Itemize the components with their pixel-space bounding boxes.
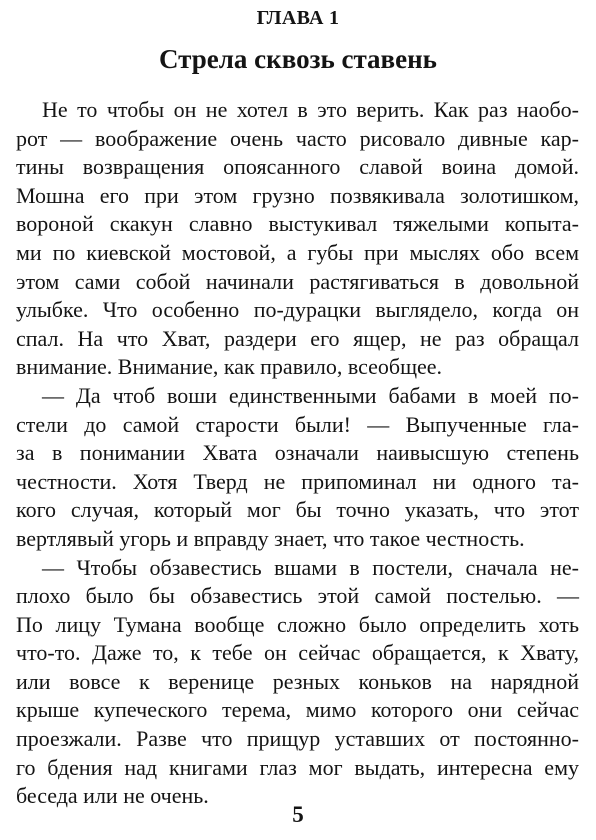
text-line: По лицу Тумана вообще сложно было определить хоть [16, 611, 579, 637]
text-line: вертлявый угорь и вправду знает, что такое честность. [16, 525, 525, 551]
text-line: стели до самой старости были! — Выпученные гла- [16, 411, 579, 437]
text-line: улыбке. Что особенно по-дурацки выглядело, когда он [16, 297, 579, 323]
text-line: крыше купеческого терема, мимо которого они сейчас [16, 697, 579, 723]
text-line: внимание. Внимание, как правило, всеобщее. [16, 354, 443, 380]
text-line: беседа или не очень. [16, 783, 209, 809]
chapter-title: Стрела сквозь ставень [159, 44, 437, 74]
text-line: вороной скакун славно выстукивал тяжелыми копыта- [16, 211, 579, 237]
text-line: плохо было бы обзавестись этой самой постелью. — [16, 583, 579, 609]
chapter-label: ГЛАВА 1 [256, 7, 340, 29]
text-line: — Чтобы обзавестись вшами в постели, сначала не- [42, 554, 579, 580]
page-number: 5 [292, 802, 304, 827]
text-line: — Да чтоб воши единственными бабами в моей по- [42, 382, 579, 408]
text-line: ми по киевской мостовой, а губы при мыслях обо всем [16, 239, 579, 265]
text-line: этом сами собой начинали растягиваться в довольной [16, 268, 579, 294]
text-line: Не то чтобы он не хотел в это верить. Как раз наобо- [42, 97, 579, 122]
text-line: го бдения над книгами глаз мог выдать, интересна ему [16, 754, 579, 780]
text-line: спал. На что Хват, раздери его ящер, не раз обращал [16, 325, 579, 351]
text-line: проезжали. Разве что прищур уставших от постоянно- [16, 726, 579, 752]
text-line: рот — воображение очень часто рисовало дивные кар- [16, 125, 579, 151]
text-line: за в понимании Хвата означали наивысшую степень [16, 440, 579, 466]
body-text [16, 96, 579, 811]
text-line: что-то. Даже то, к тебе он сейчас обращается, к Хвату, [16, 640, 579, 666]
text-line: тины возвращения опоясанного славой воина домой. [16, 154, 579, 180]
text-line: честности. Хотя Тверд не припоминал ни одного та- [16, 468, 579, 494]
text-line: Мошна его при этом грузно позвякивала золотишком, [16, 182, 579, 208]
text-line: или вовсе к веренице резных коньков на нарядной [16, 668, 579, 694]
text-line: кого случая, который мог бы точно указать, что этот [16, 497, 579, 523]
